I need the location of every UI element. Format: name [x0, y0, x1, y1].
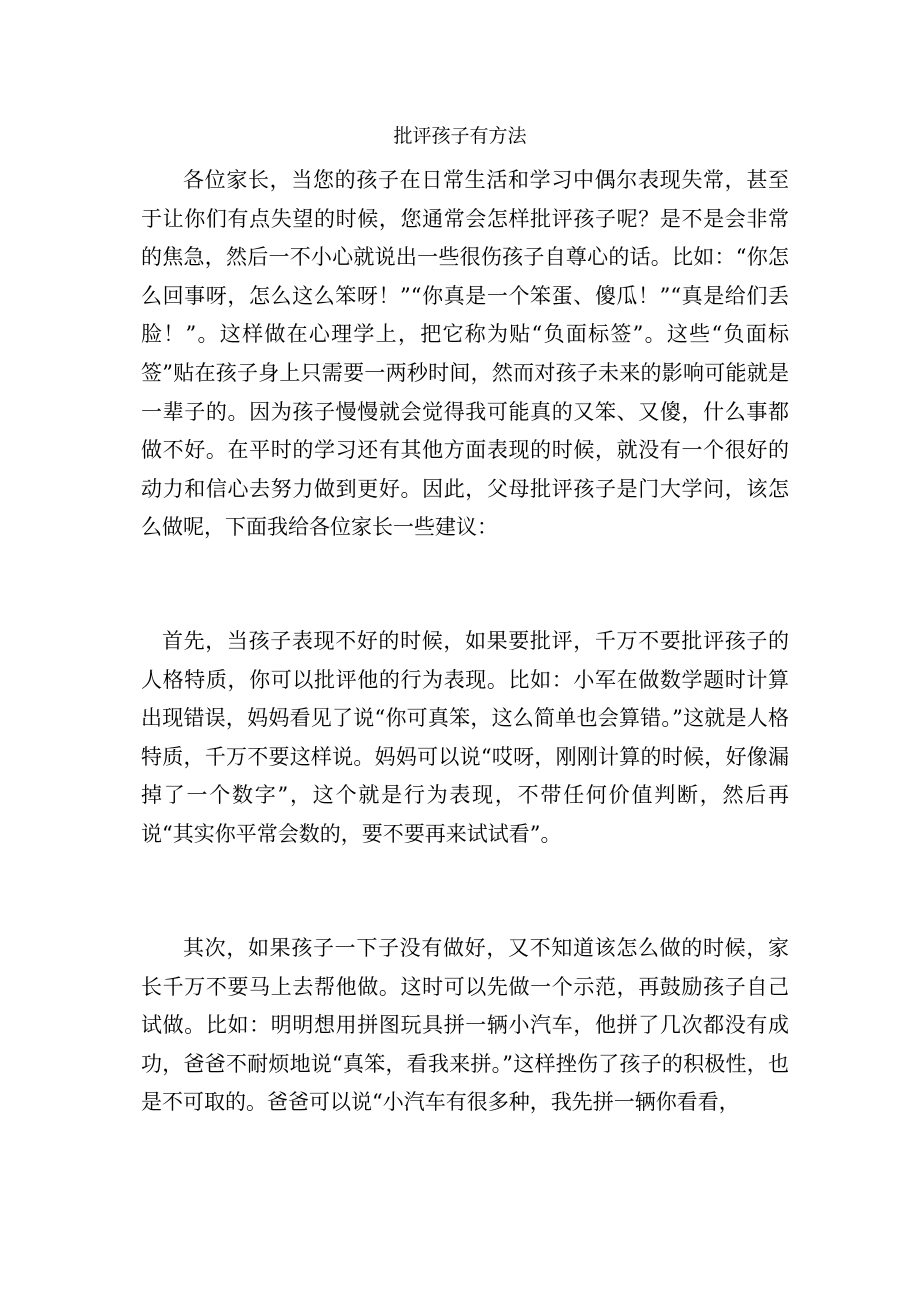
paragraph-second-advice: 其次，如果孩子一下子没有做好，又不知道该怎么做的时候，家长千万不要马上去帮他做。这时可以先做一个示范，再鼓励孩子自己试做。比如：明明想用拼图玩具拼一辆小汽车，他拼了几次都没有成功，爸爸不耐烦地说“真笨，看我来拼。”这样挫伤了孩子的积极性，也是不可取的。爸爸可以说“小汽车有很多种，我先拼一辆你看看， — [141, 936, 789, 1115]
paragraph-intro: 各位家长，当您的孩子在日常生活和学习中偶尔表现失常，甚至于让你们有点失望的时候，您通常会怎样批评孩子呢？是不是会非常的焦急，然后一不小心就说出一些很伤孩子自尊心的话。比如：“你怎么回事呀，怎么这么笨呀！”“你真是一个笨蛋、傻瓜！”“真是给们丢脸！”。这样做在心理学上，把它称为贴“负面标签”。这些“负面标签”贴在孩子身上只需要一两秒时间，然而对孩子未来的影响可能就是一辈子的。因为孩子慢慢就会觉得我可能真的又笨、又傻，什么事都做不好。在平时的学习还有其他方面表现的时候，就没有一个很好的动力和信心去努力做到更好。因此，父母批评孩子是门大学问，该怎么做呢，下面我给各位家长一些建议： — [141, 168, 789, 540]
paragraph-first-advice: 首先，当孩子表现不好的时候，如果要批评，千万不要批评孩子的人格特质，你可以批评他的行为表现。比如：小军在做数学题时计算出现错误，妈妈看见了说“你可真笨，这么简单也会算错。”这就是人格特质，千万不要这样说。妈妈可以说“哎呀，刚刚计算的时候，好像漏掉了一个数字”，这个就是行为表现，不带任何价值判断，然后再说“其实你平常会数的，要不要再来试试看”。 — [141, 629, 789, 846]
document-title: 批评孩子有方法 — [393, 125, 527, 147]
